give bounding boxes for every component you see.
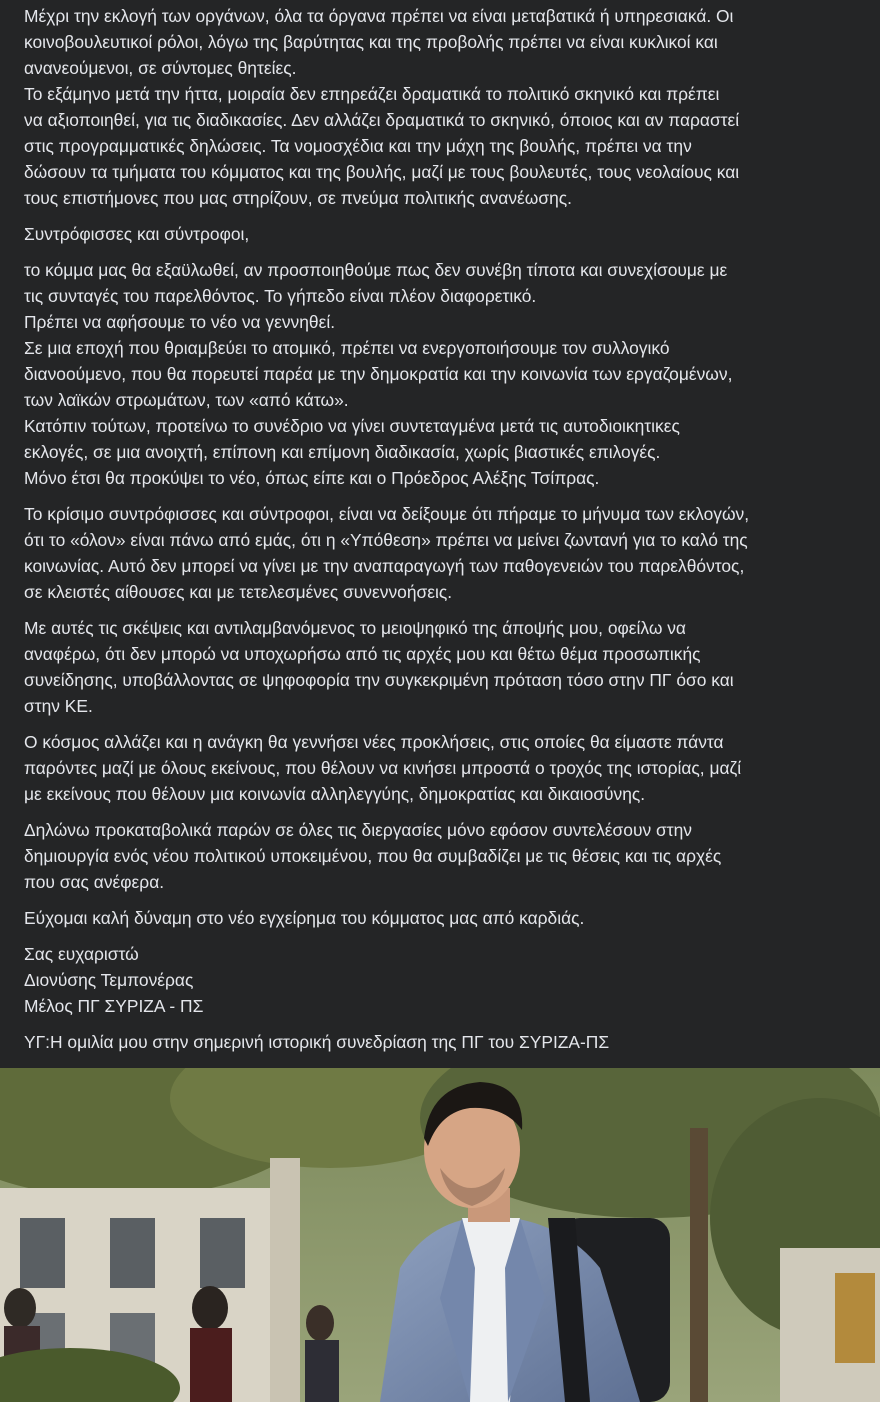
post-paragraph	[24, 941, 870, 1019]
post-text-line: το κόμμα μας θα εξαϋλωθεί, αν προσποιηθούμε πως δεν συνέβη τίποτα και συνεχίσουμε με	[24, 260, 728, 280]
post-text-line: σε κλειστές αίθουσες και με τετελεσμένες συνεννοήσεις.	[24, 582, 453, 602]
post-text-line: παρόντες μαζί με όλους εκείνους, που θέλουν να κινήσει μπροστά ο τροχός της ιστορίας, μαζί	[24, 758, 742, 778]
post-paragraph	[24, 1029, 870, 1055]
post-photo[interactable]	[0, 1068, 880, 1402]
post-text-line: Εύχομαι καλή δύναμη στο νέο εγχείρημα του κόμματος μας από καρδιάς.	[24, 908, 585, 928]
photo-illustration	[0, 1068, 880, 1402]
post-text-line: ΥΓ:Η ομιλία μου στην σημερινή ιστορική συνεδρίαση της ΠΓ του ΣΥΡΙΖΑ-ΠΣ	[24, 1032, 610, 1052]
post-text-line: Το κρίσιμο συντρόφισσες και σύντροφοι, είναι να δείξουμε ότι πήραμε το μήνυμα των εκλογών,	[24, 504, 750, 524]
post-text-line: συνείδησης, υποβάλλοντας σε ψηφοφορία την συγκεκριμένη πρόταση τόσο στην ΠΓ όσο και	[24, 670, 734, 690]
post-text-line: Με αυτές τις σκέψεις και αντιλαμβανόμενος το μειοψηφικό της άποψής μου, οφείλω να	[24, 618, 686, 638]
post-paragraph	[24, 257, 870, 491]
post-text-line: εκλογές, σε μια ανοιχτή, επίπονη και επίμονη διαδικασία, χωρίς βιαστικές επιλογές.	[24, 442, 661, 462]
post-text-line: Δηλώνω προκαταβολικά παρών σε όλες τις διεργασίες μόνο εφόσον συντελέσουν στην	[24, 820, 692, 840]
post-body-text	[24, 0, 870, 1065]
post-paragraph	[24, 501, 870, 605]
post-text-line: Μόνο έτσι θα προκύψει το νέο, όπως είπε και ο Πρόεδρος Αλέξης Τσίπρας.	[24, 468, 600, 488]
post-text-line: Διονύσης Τεμπονέρας	[24, 970, 194, 990]
post-text-line: ανανεούμενοι, σε σύντομες θητείες.	[24, 58, 297, 78]
post-paragraph	[24, 729, 870, 807]
post-text-line: που σας ανέφερα.	[24, 872, 165, 892]
post-text-line: των λαϊκών στρωμάτων, των «από κάτω».	[24, 390, 349, 410]
post-text-line: ότι το «όλον» είναι πάνω από εμάς, ότι η «Υπόθεση» πρέπει να μείνει ζωντανή για το καλό της	[24, 530, 748, 550]
post-text-line: τις συνταγές του παρελθόντος. Το γήπεδο είναι πλέον διαφορετικό.	[24, 286, 537, 306]
post-text-line: τους επιστήμονες που μας στηρίζουν, σε πνεύμα πολιτικής ανανέωσης.	[24, 188, 572, 208]
post-text-line: στις προγραμματικές δηλώσεις. Τα νομοσχέδια και την μάχη της βουλής, πρέπει να την	[24, 136, 692, 156]
post-text-line: να αξιοποιηθεί, για τις διαδικασίες. Δεν αλλάζει δραματικά το σκηνικό, όποιος και αν παραστεί	[24, 110, 740, 130]
post-text-line: δώσουν τα τμήματα του κόμματος και της βουλής, μαζί με τους βουλευτές, τους νεολαίους και	[24, 162, 740, 182]
post-text-line: Ο κόσμος αλλάζει και η ανάγκη θα γεννήσει νέες προκλήσεις, στις οποίες θα είμαστε πάντα	[24, 732, 724, 752]
post-text-line: Κατόπιν τούτων, προτείνω το συνέδριο να γίνει συντεταγμένα μετά τις αυτοδιοικητικες	[24, 416, 680, 436]
post-text-line: Σας ευχαριστώ	[24, 944, 139, 964]
post-text-line: Μέλος ΠΓ ΣΥΡΙΖΑ - ΠΣ	[24, 996, 204, 1016]
post-paragraph	[24, 221, 870, 247]
post-paragraph	[24, 615, 870, 719]
post-text-line: αναφέρω, ότι δεν μπορώ να υποχωρήσω από τις αρχές μου και θέτω θέμα προσωπικής	[24, 644, 701, 664]
post-text-line: Πρέπει να αφήσουμε το νέο να γεννηθεί.	[24, 312, 336, 332]
post-paragraph	[24, 3, 870, 211]
post-text-line: στην ΚΕ.	[24, 696, 93, 716]
post-text-line: δημιουργία ενός νέου πολιτικού υποκειμένου, που θα συμβαδίζει με τις θέσεις και τις αρχές	[24, 846, 722, 866]
post-text-line: Το εξάμηνο μετά την ήττα, μοιραία δεν επηρεάζει δραματικά το πολιτικό σκηνικό και πρέπει	[24, 84, 720, 104]
post-paragraph	[24, 905, 870, 931]
post-text-line: Σε μια εποχή που θριαμβεύει το ατομικό, πρέπει να ενεργοποιήσουμε τον συλλογικό	[24, 338, 670, 358]
post-text-line: με εκείνους που θέλουν μια κοινωνία αλληλεγγύης, δημοκρατίας και δικαιοσύνης.	[24, 784, 646, 804]
post-text-line: Μέχρι την εκλογή των οργάνων, όλα τα όργανα πρέπει να είναι μεταβατικά ή υπηρεσιακά. Οι	[24, 6, 734, 26]
post-text-line: κοινωνίας. Αυτό δεν μπορεί να γίνει με την αναπαραγωγή των παθογενειών του παρελθόντος,	[24, 556, 745, 576]
post-text-line: κοινοβουλευτικοί ρόλοι, λόγω της βαρύτητας και της προβολής πρέπει να είναι κυκλικοί και	[24, 32, 718, 52]
post-paragraph	[24, 817, 870, 895]
post-text-line: Συντρόφισσες και σύντροφοι,	[24, 224, 250, 244]
post-text-line: διανοούμενο, που θα πορευτεί παρέα με την δημοκρατία και την κοινωνία των εργαζομένων,	[24, 364, 733, 384]
